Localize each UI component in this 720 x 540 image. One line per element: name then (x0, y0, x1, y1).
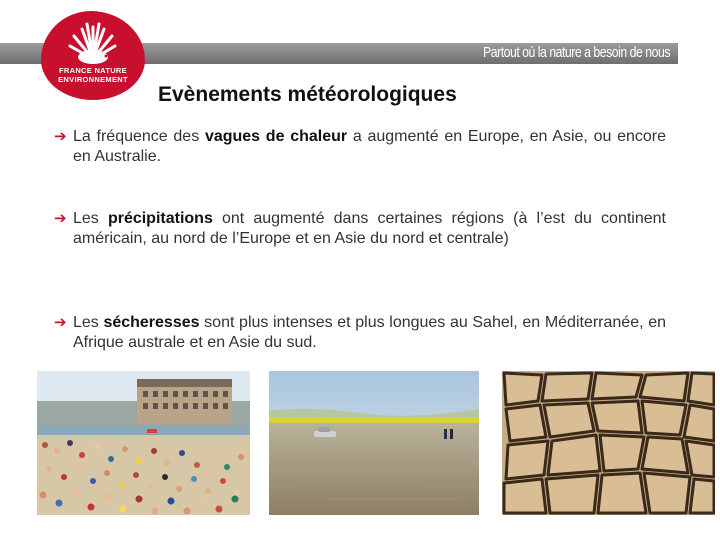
bullet-keyword: précipitations (107, 210, 213, 227)
arrow-icon: ➔ (54, 128, 67, 145)
bullet-droughts (54, 313, 666, 353)
bullet-text-before: La fréquence des (73, 128, 205, 145)
bullet-text-before: Les (73, 314, 104, 331)
bullet-text-after: sont plus intenses et plus longues au Sahel, en Méditerranée, en Afrique australe et en Asie du sud. (73, 314, 666, 351)
bullet-text (54, 209, 666, 249)
tagline: Partout où la nature a besoin de nous (483, 44, 670, 61)
bullet-text-before: Les (73, 210, 108, 227)
arrow-icon: ➔ (54, 314, 67, 331)
slide-title: Evènements météorologiques (158, 83, 457, 106)
cracked-earth-photo (502, 371, 715, 515)
bullet-text-after: a augmenté en Europe, en Asie, ou encore en Australie. (73, 128, 667, 165)
bullet-text (54, 127, 666, 167)
logo-line-1: FRANCE NATURE (59, 66, 127, 75)
bullet-keyword: vagues de chaleur (204, 128, 348, 145)
flooded-field-photo (269, 371, 479, 515)
bullet-text-after: ont augmenté dans certaines régions (à l’est du continent américain, au nord de l’Europe et en Asie du nord et centrale) (73, 210, 666, 247)
arrow-icon: ➔ (54, 210, 67, 227)
bullet-keyword: sécheresses (103, 314, 200, 331)
bullet-text (54, 313, 666, 353)
crowded-beach-photo (37, 371, 250, 515)
logo (41, 11, 145, 100)
bullet-precipitation (54, 209, 666, 249)
logo-line-2: ENVIRONNEMENT (58, 75, 128, 84)
bullet-heatwaves (54, 127, 666, 167)
hedgehog-icon (68, 19, 118, 65)
